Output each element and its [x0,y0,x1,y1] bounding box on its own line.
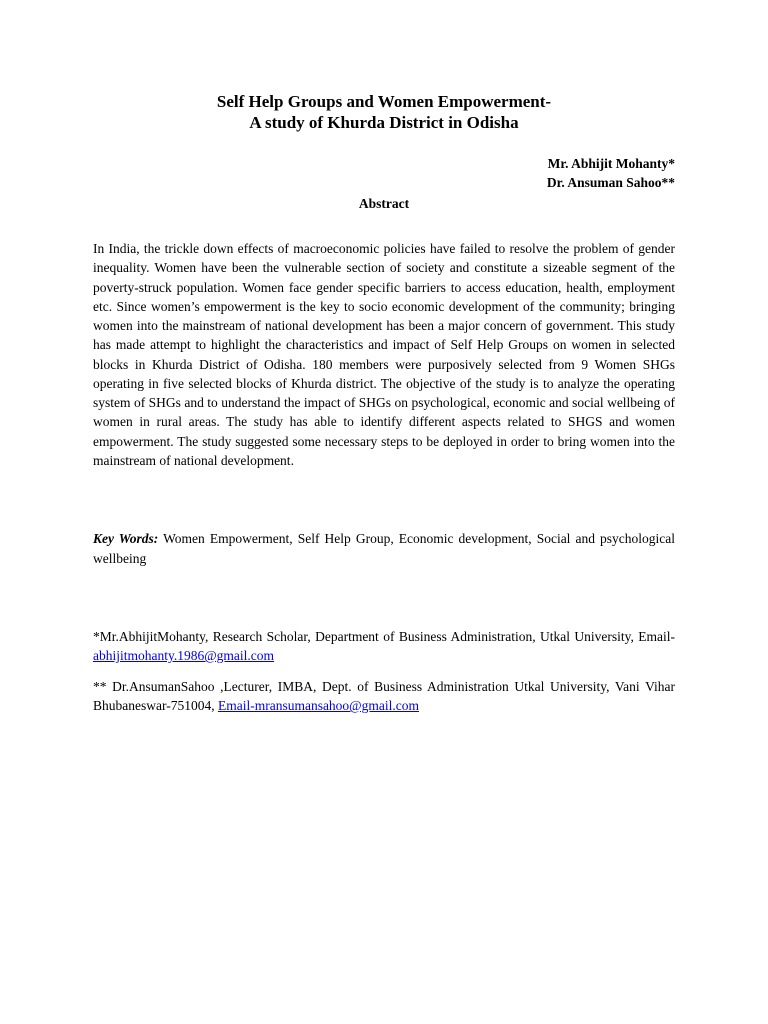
title-line-2: A study of Khurda District in Odisha [249,113,519,132]
abstract-heading: Abstract [358,196,410,211]
keywords-paragraph [93,529,675,568]
paper-title [93,91,675,133]
footnote-author-1 [93,627,675,665]
author-list [547,154,675,192]
email-link-author-2[interactable]: Email-mransumansahoo@gmail.com [217,698,419,713]
keywords-text: Women Empowerment, Self Help Group, Economic development, Social and psychological wellbeing [93,531,676,566]
footnote-2-text: ** Dr.AnsumanSahoo ,Lecturer, IMBA, Dept. of Business Administration Utkal University, Vani Vihar Bhubaneswar-751004, [93,679,675,713]
author-2: Dr. Ansuman Sahoo** [546,175,675,190]
footnote-1-text: *Mr.AbhijitMohanty, Research Scholar, Department of Business Administration, Utkal University, Email- [93,629,675,644]
author-1: Mr. Abhijit Mohanty* [547,156,675,171]
keywords-label: Key Words: [93,531,159,546]
footnote-author-2 [93,677,675,715]
email-link-author-1[interactable]: abhijitmohanty.1986@gmail.com [93,648,275,663]
abstract-body: In India, the trickle down effects of macroeconomic policies have failed to resolve the problem of gender inequality. Women have been the vulnerable section of society and constitute a sizeable segment of the poverty-struck population. Women face gender specific barriers to access education, health, employment etc. Since women’s empowerment is the key to socio economic development of the community; bringing women into the mainstream of national development has been a major concern of government. This study has made attempt to highlight the characteristics and impact of Self Help Groups on women in selected blocks in Khurda District of Odisha. 180 members were purposively selected from 9 Women SHGs operating in five selected blocks of Khurda district. The objective of the study is to analyze the operating system of SHGs and to understand the impact of SHGs on psychological, economic and social wellbeing of women in rural areas. The study has able to identify different aspects related to SHGS and women empowerment. The study suggested some necessary steps to be deployed in order to bring women into the mainstream of national development. [93,241,675,468]
title-line-1: Self Help Groups and Women Empowerment- [216,92,552,111]
